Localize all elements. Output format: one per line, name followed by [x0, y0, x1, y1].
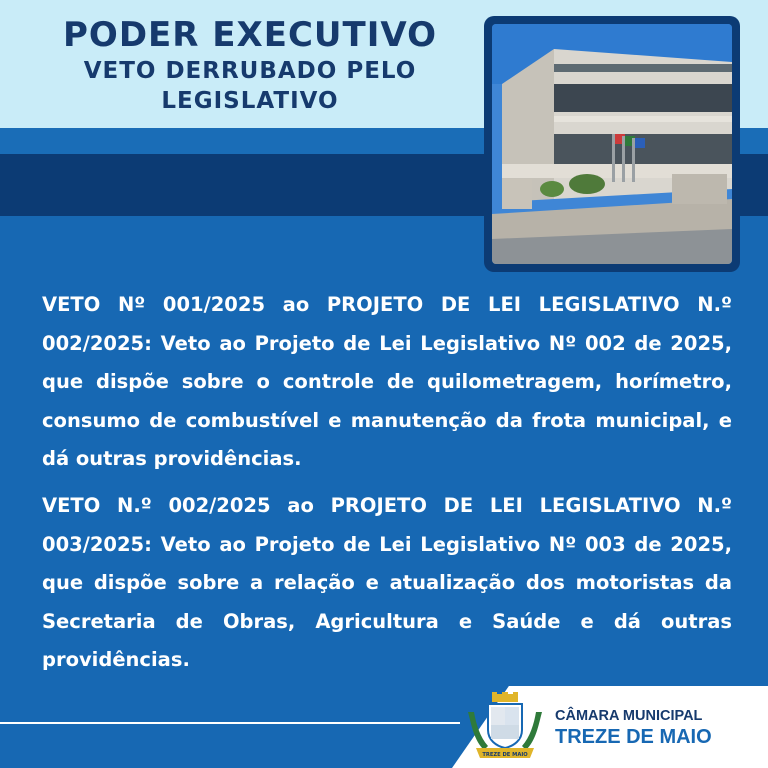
municipal-crest-icon	[462, 692, 548, 762]
veto-paragraph-1: VETO Nº 001/2025 ao PROJETO DE LEI LEGISLATIVO N.º 002/2025: Veto ao Projeto de Lei Legislativo Nº 002 de 2025, que dispõe sobre o controle de quilometragem, horímetro, consumo de combustível e manutenção da frota municipal, e dá outras providências.	[42, 293, 732, 470]
org-name-line2: TREZE DE MAIO	[555, 726, 712, 748]
footer-divider	[0, 722, 460, 724]
crest-ribbon-text: TREZE DE MAIO	[482, 752, 528, 758]
building-photo-frame	[484, 16, 740, 272]
building-photo	[492, 24, 732, 264]
page-title: PODER EXECUTIVO	[63, 15, 437, 55]
veto-paragraph-2: VETO N.º 002/2025 ao PROJETO DE LEI LEGISLATIVO N.º 003/2025: Veto ao Projeto de Lei Legislativo Nº 003 de 2025, que dispõe sobre a relação e atualização dos motoristas da Secretaria de Obras, Agricultura e Saúde e dá outras providências.	[42, 494, 732, 671]
page-subtitle: VETO DERRUBADO PELO LEGISLATIVO	[83, 58, 417, 114]
header-title-block	[40, 14, 460, 116]
org-name-line1: CÂMARA MUNICIPAL	[555, 708, 703, 724]
